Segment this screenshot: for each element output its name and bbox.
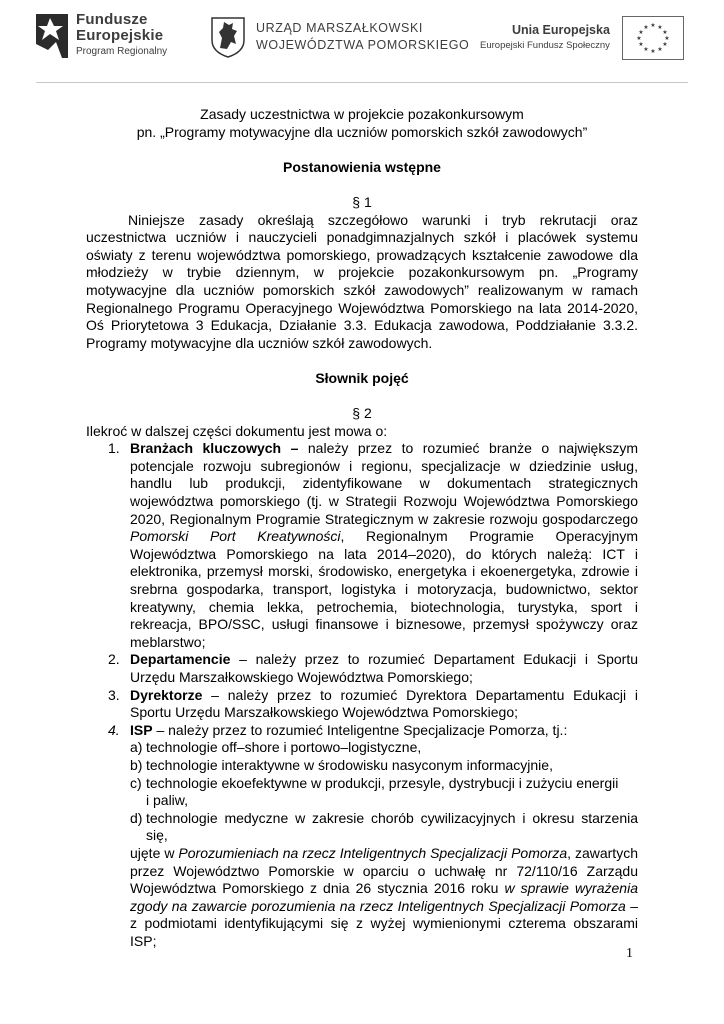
sub-text: technologie off–shore i portowo–logistyczne,	[146, 739, 422, 756]
tail-italic: Porozumieniach na rzecz Inteligentnych Specjalizacji Pomorza	[178, 844, 568, 861]
list-number: 1.	[108, 440, 120, 457]
sub-item	[130, 775, 638, 810]
logo2-line1: URZĄD MARSZAŁKOWSKI	[256, 21, 423, 35]
unia-europejska-logo	[480, 16, 684, 60]
sub-text: technologie ekoefektywne w produkcji, przesyle, dystrybucji i zużyciu energii	[146, 774, 619, 791]
sub-item	[130, 757, 638, 775]
sub-text: technologie medyczne w zakresie chorób cywilizacyjnych i okresu starzenia się,	[146, 809, 638, 844]
svg-text:★: ★	[638, 29, 644, 36]
page-header	[0, 0, 724, 100]
urzad-marszalkowski-logo	[210, 16, 469, 58]
isp-tail-paragraph	[130, 845, 638, 951]
logo1-line1: Fundusze	[76, 11, 148, 28]
fundusze-europejskie-logo	[36, 12, 167, 60]
list-item	[86, 440, 638, 651]
svg-text:★: ★	[650, 48, 656, 55]
list-number: 4.	[108, 721, 120, 738]
list-number: 2.	[108, 651, 120, 668]
svg-text:★: ★	[650, 22, 656, 29]
svg-text:★: ★	[662, 41, 668, 48]
sub-letter: c)	[130, 774, 142, 791]
sub-item	[130, 810, 638, 845]
list-item	[86, 722, 638, 951]
header-divider	[36, 82, 688, 83]
logo2-line2: WOJEWÓDZTWA POMORSKIEGO	[256, 38, 470, 52]
paragraph-2-intro: Ilekroć w dalszej części dokumentu jest mowa o:	[86, 422, 388, 439]
paragraph-sign-2: § 2	[352, 405, 372, 422]
document-body	[86, 106, 638, 951]
logo1-line3: Program Regionalny	[76, 46, 168, 57]
document-title-line2: pn. „Programy motywacyjne dla uczniów pomorskich szkół zawodowych”	[136, 123, 588, 140]
sub-letter: d)	[130, 809, 143, 826]
definition-text: – należy przez to rozumieć Inteligentne Specjalizacje Pomorza, tj.:	[152, 721, 568, 738]
sub-item	[130, 739, 638, 757]
eu-flag-icon	[622, 16, 684, 60]
section-heading-slownik: Słownik pojęć	[315, 369, 409, 386]
definition-text: , Regionalnym Programie Operacyjnym Województwa Pomorskiego na lata 2014–2020), do których należą: ICT i elektronika, przemysł morski, środowisko, energetyka i ekoenergetyka, zdrowie i srebrna gospodarka, transport, logistyka i motoryzacja, budownictwo, sektor kreatywny, chemia lekka, petrochemia, biotechnologia, turystyka, sport i rekreacja, BPO/SSC, usługi finansowe i biznesowe, przemysł spożywczy oraz meblarstwo;	[130, 528, 638, 650]
sub-text: technologie interaktywne w środowisku nasyconym informacyjnie,	[146, 756, 553, 773]
tail-text: , zawartych przez Województwo Pomorskie w oparciu o uchwałę nr 72/110/16 Zarządu Województwa Pomorskiego z dnia 26 stycznia 2016 roku	[130, 844, 638, 897]
list-item	[86, 651, 638, 686]
document-title-line1: Zasady uczestnictwa w projekcie pozakonkursowym	[200, 106, 524, 122]
list-number: 3.	[108, 686, 120, 703]
page-number: 1	[626, 946, 633, 961]
term: Dyrektorze	[130, 686, 203, 703]
sub-text-continued: i paliw,	[146, 792, 189, 809]
svg-text:★: ★	[643, 24, 649, 31]
logo1-line2: Europejskie	[76, 27, 164, 44]
paragraph-1-text: Niniejsze zasady określają szczegółowo warunki i tryb rekrutacji oraz uczestnictwa uczniów i nauczycieli ponadgimnazjalnych szkół i placówek systemu oświaty z terenu województwa pomorskiego, prowadzących kształcenie zawodowe dla młodzieży w trybie dziennym, w projekcie pozakonkursowym pn. „Programy motywacyjne dla uczniów pomorskich szkół zawodowych” realizowanym w ramach Regionalnego Programu Operacyjnego Województwa Pomorskiego na lata 2014-2020, Oś Priorytetowa 3 Edukacja, Działanie 3.3. Edukacja zawodowa, Poddziałanie 3.3.2. Programy motywacyjne dla uczniów szkół zawodowych.	[86, 211, 638, 351]
svg-text:★: ★	[662, 29, 668, 36]
svg-text:★: ★	[636, 35, 642, 42]
definition-text: należy przez to rozumieć branże o największym potencjale rozwoju subregionów i regionu, specjalizacje w dziedzinie usług, handlu lub produkcji, zidentyfikowane w dokumentach strategicznych województwa pomorskiego (tj. w Strategii Rozwoju Województwa Pomorskiego 2020, Regionalnym Programie Strategicznym w zakresie rozwoju gospodarczego	[130, 440, 638, 527]
fundusze-europejskie-mark-icon	[36, 14, 68, 58]
italic-title: Pomorski Port Kreatywności	[130, 528, 341, 545]
tail-text: – z podmiotami identyfikującymi się z wyżej wymienionymi czterema obszarami ISP;	[130, 897, 638, 949]
tail-text: ujęte w	[130, 844, 179, 861]
sub-letter: b)	[130, 756, 143, 773]
pomorskie-griffin-shield-icon	[210, 16, 246, 58]
tail-italic: w sprawie wyrażenia zgody na zawarcie porozumienia na rzecz Inteligentnych Specjalizacji Pomorza	[130, 880, 638, 914]
definitions-list	[86, 440, 638, 950]
svg-text:★: ★	[657, 46, 663, 53]
list-item	[86, 687, 638, 722]
term: Departamencie	[130, 651, 231, 668]
svg-text:★: ★	[638, 41, 644, 48]
term: ISP	[130, 721, 153, 738]
logo3-line1: Unia Europejska	[511, 23, 610, 37]
svg-text:★: ★	[664, 35, 670, 42]
svg-text:★: ★	[643, 46, 649, 53]
definition-text: – należy przez to rozumieć Dyrektora Departamentu Edukacji i Sportu Urzędu Marszałkowskiego Województwa Pomorskiego;	[130, 686, 638, 721]
paragraph-sign-1: § 1	[352, 193, 372, 210]
sub-letter: a)	[130, 739, 143, 756]
logo3-line2: Europejski Fundusz Społeczny	[480, 40, 610, 51]
svg-text:★: ★	[657, 24, 663, 31]
definition-text: – należy przez to rozumieć Departament Edukacji i Sportu Urzędu Marszałkowskiego Województwa Pomorskiego;	[130, 651, 638, 685]
section-heading-postanowienia: Postanowienia wstępne	[283, 158, 441, 175]
term: Branżach kluczowych –	[130, 440, 299, 457]
